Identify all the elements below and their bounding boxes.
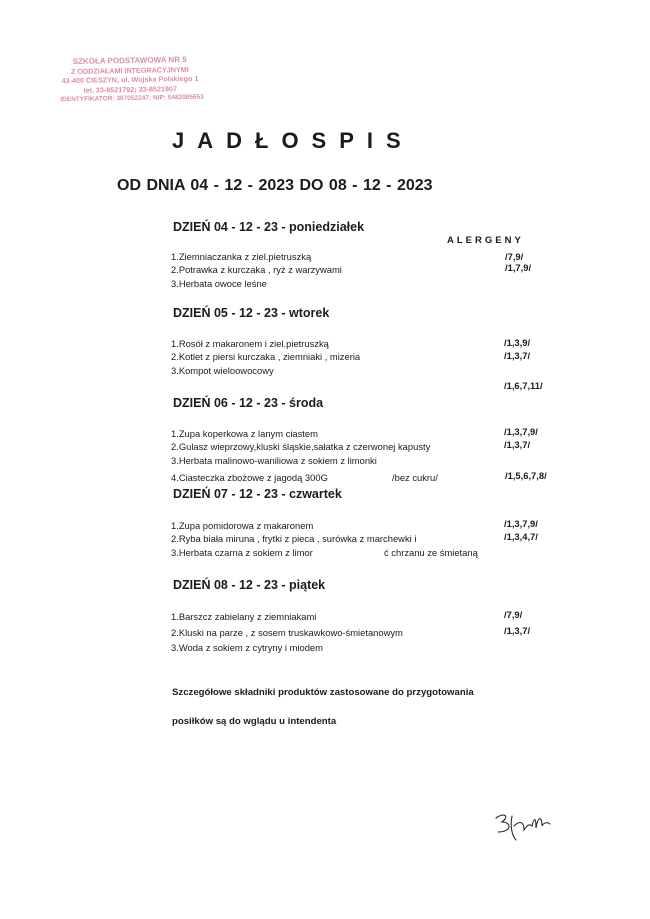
menu-item: 4.Ciasteczka zbożowe z jagodą 300G bbox=[171, 472, 328, 483]
day-heading-tuesday: DZIEŃ 05 - 12 - 23 - wtorek bbox=[173, 306, 330, 320]
footer-note-line1: Szczegółowe składniki produktów zastosowane do przygotowania bbox=[172, 687, 474, 698]
school-stamp bbox=[60, 55, 204, 105]
menu-item: 1.Barszcz zabielany z ziemniakami bbox=[171, 611, 317, 622]
menu-item-continuation: ć chrzanu ze śmietaną bbox=[384, 547, 478, 558]
allergen-codes: /7,9/ bbox=[505, 251, 524, 262]
allergen-codes: /1,7,9/ bbox=[505, 262, 532, 273]
allergen-codes: /1,3,7/ bbox=[504, 625, 531, 636]
allergen-codes: /1,3,7,9/ bbox=[504, 426, 538, 437]
menu-item: 1.Zupa koperkowa z lanym ciastem bbox=[171, 428, 318, 439]
menu-item: 2.Potrawka z kurczaka , ryż z warzywami bbox=[171, 264, 342, 275]
stamp-line: tel. 33-8521792; 33-8521907 bbox=[83, 83, 177, 95]
menu-item: 2.Gulasz wieprzowy,kluski śląskie,sałatka z czerwonej kapusty bbox=[171, 441, 431, 452]
footer-note-line2: posiłków są do wglądu u intendenta bbox=[172, 716, 337, 727]
day-heading-thursday: DZIEŃ 07 - 12 - 23 - czwartek bbox=[173, 487, 342, 501]
sugar-free-note: /bez cukru/ bbox=[392, 472, 438, 483]
menu-item: 3.Herbata czarna z sokiem z limor bbox=[171, 547, 313, 558]
menu-item: 2.Ryba biała miruna , frytki z pieca , surówka z marchewki i bbox=[171, 533, 417, 544]
allergen-codes: /1,5,6,7,8/ bbox=[505, 470, 547, 481]
day-heading-friday: DZIEŃ 08 - 12 - 23 - piątek bbox=[173, 578, 326, 592]
stamp-line: SZKOŁA PODSTAWOWA NR 5 bbox=[72, 55, 187, 66]
allergen-codes: /1,6,7,11/ bbox=[504, 380, 543, 391]
menu-item: 1.Ziemniaczanka z ziel.pietruszką bbox=[171, 251, 312, 262]
menu-item: 1.Zupa pomidorowa z makaronem bbox=[171, 520, 314, 531]
signature bbox=[490, 804, 570, 844]
stamp-line: 43-400 CIESZYN, ul. Wojska Polskiego 1 bbox=[61, 73, 199, 86]
menu-item: 3.Herbata malinowo-waniliowa z sokiem z limonki bbox=[171, 455, 377, 466]
menu-item: 3.Woda z sokiem z cytryny i miodem bbox=[171, 642, 323, 653]
date-range: OD DNIA 04 - 12 - 2023 DO 08 - 12 - 2023 bbox=[117, 177, 433, 194]
page-title: JADŁOSPIS bbox=[172, 128, 414, 153]
day-heading-wednesday: DZIEŃ 06 - 12 - 23 - środa bbox=[173, 396, 324, 410]
stamp-line: IDENTYFIKATOR: 367052247; NIP: 5482085653 bbox=[60, 94, 204, 104]
menu-item: 2.Kotlet z piersi kurczaka , ziemniaki , mizeria bbox=[171, 351, 361, 362]
menu-item: 2.Kluski na parze , z sosem truskawkowo-śmietanowym bbox=[171, 627, 403, 638]
allergen-codes: /1,3,7/ bbox=[504, 439, 531, 450]
allergen-codes: /7,9/ bbox=[504, 609, 523, 620]
allergen-codes: /1,3,4,7/ bbox=[504, 531, 538, 542]
menu-item: 3.Kompot wieloowocowy bbox=[171, 365, 274, 376]
menu-item: 3.Herbata owoce leśne bbox=[171, 278, 267, 289]
allergen-codes: /1,3,7,9/ bbox=[504, 518, 538, 529]
stamp-line: Z ODDZIAŁAMI INTEGRACYJNYMI bbox=[70, 64, 189, 76]
allergen-codes: /1,3,7/ bbox=[504, 350, 531, 361]
allergen-codes: /1,3,9/ bbox=[504, 337, 531, 348]
menu-item: 1.Rosół z makaronem i ziel.pietruszką bbox=[171, 338, 329, 349]
allergens-header: ALERGENY bbox=[447, 235, 524, 246]
day-heading-monday: DZIEŃ 04 - 12 - 23 - poniedziałek bbox=[173, 220, 365, 234]
